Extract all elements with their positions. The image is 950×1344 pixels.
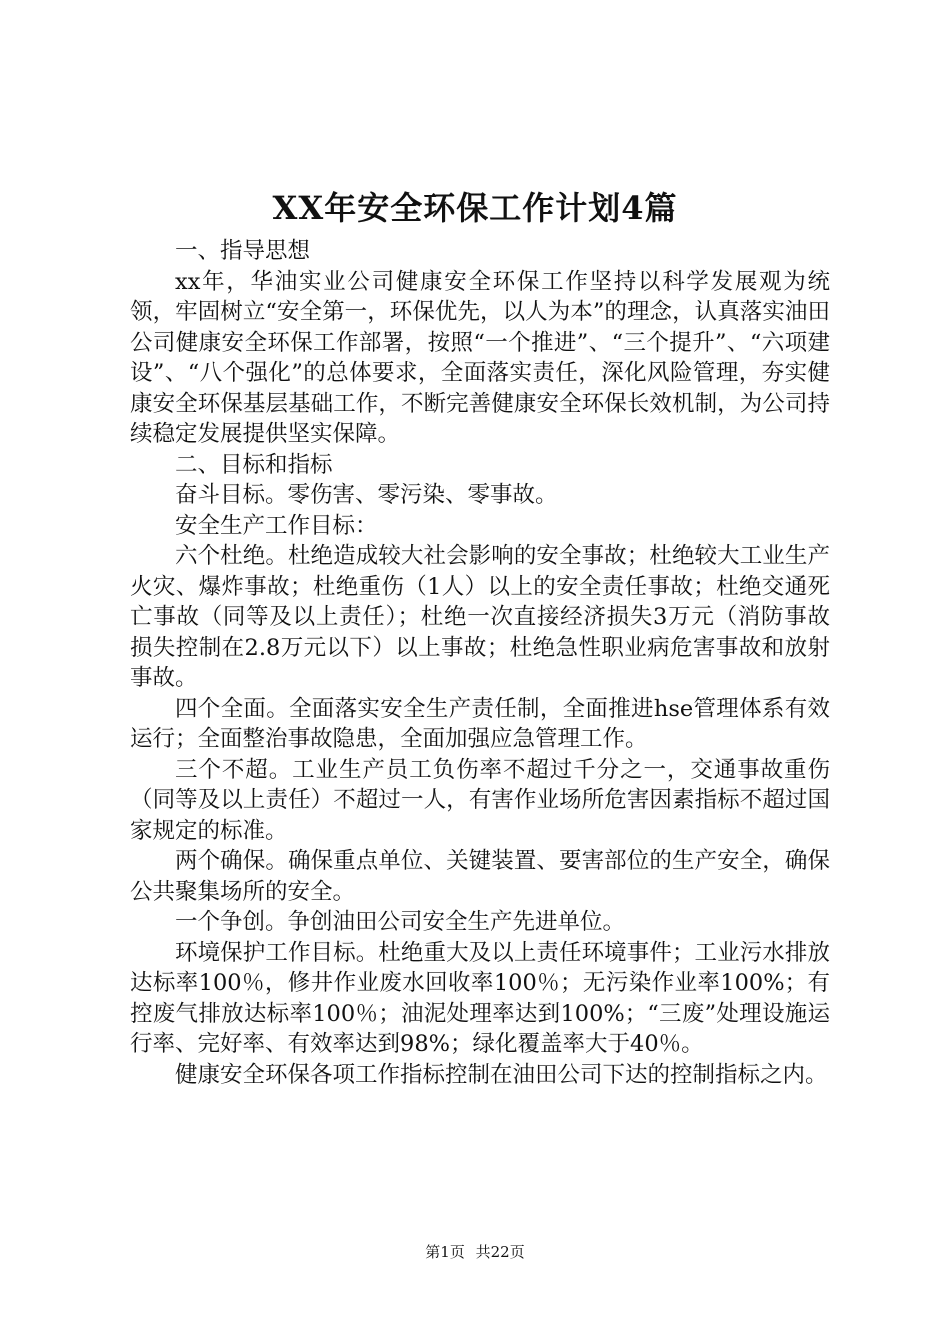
section-heading: 二、目标和指标 xyxy=(175,451,333,478)
document-body xyxy=(130,236,830,1090)
paragraph: 六个杜绝。杜绝造成较大社会影响的安全事故；杜绝较大工业生产火灾、爆炸事故；杜绝重伤（1人）以上的安全责任事故；杜绝交通死亡事故（同等及以上责任）；杜绝一次直接经济损失3万元（消防事故损失控制在2.8万元以下）以上事故；杜绝急性职业病危害事故和放射事故。 xyxy=(130,543,830,691)
section-heading: 一、指导思想 xyxy=(175,238,311,264)
page-footer xyxy=(0,1242,950,1262)
document-title: XX年安全环保工作计划4篇 xyxy=(272,189,678,227)
paragraph: 四个全面。全面落实安全生产责任制，全面推进hse管理体系有效运行；全面整治事故隐患，全面加强应急管理工作。 xyxy=(130,695,830,752)
page-number: 第1页 xyxy=(425,1243,465,1261)
paragraph: 健康安全环保各项工作指标控制在油田公司下达的控制指标之内。 xyxy=(175,1061,828,1088)
paragraph: 奋斗目标。零伤害、零污染、零事故。 xyxy=(175,482,558,508)
page-total: 共22页 xyxy=(475,1243,525,1261)
paragraph: xx年，华油实业公司健康安全环保工作坚持以科学发展观为统领，牢固树立“安全第一，环保优先，以人为本”的理念，认真落实油田公司健康安全环保工作部署，按照“一个推进”、“三个提升”、“六项建设”、“八个强化”的总体要求，全面落实责任，深化风险管理，夯实健康安全环保基层基础工作，不断完善健康安全环保长效机制，为公司持续稳定发展提供坚实保障。 xyxy=(130,268,830,447)
paragraph: 安全生产工作目标： xyxy=(175,512,378,539)
paragraph: 三个不超。工业生产员工负伤率不超过千分之一，交通事故重伤（同等及以上责任）不超过一人，有害作业场所危害因素指标不超过国家规定的标准。 xyxy=(130,756,830,844)
paragraph: 一个争创。争创油田公司安全生产先进单位。 xyxy=(175,909,626,935)
paragraph: 两个确保。确保重点单位、关键装置、要害部位的生产安全，确保公共聚集场所的安全。 xyxy=(130,848,830,905)
paragraph: 环境保护工作目标。杜绝重大及以上责任环境事件；工业污水排放达标率100％，修井作业废水回收率100％；无污染作业率100%；有控废气排放达标率100％；油泥处理率达到100%；“三废”处理设施运行率、完好率、有效率达到98%；绿化覆盖率大于40％。 xyxy=(130,939,830,1057)
